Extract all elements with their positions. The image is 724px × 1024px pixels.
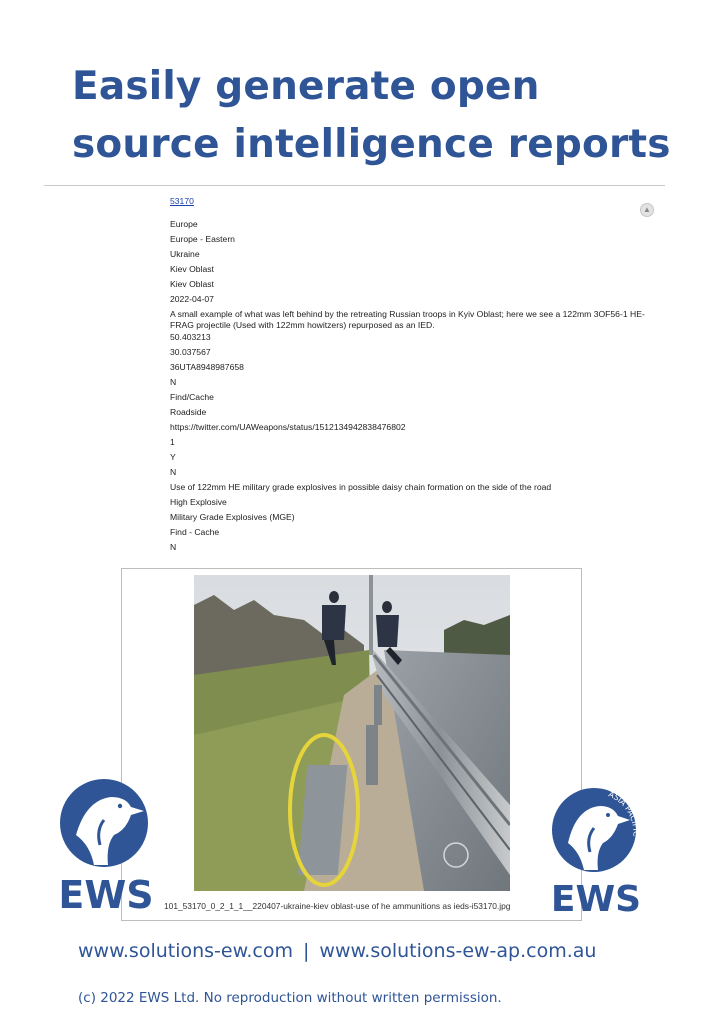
- photo-caption: 101_53170_0_2_1_1__220407-ukraine-kiev oblast-use of he ammunitions as ieds-i53170.jpg: [164, 901, 511, 911]
- report-field-value: Ukraine: [170, 249, 200, 259]
- ews-logo-left: [56, 775, 156, 915]
- report-field-value: Find - Cache: [170, 527, 220, 537]
- evidence-photo-frame: [121, 568, 582, 921]
- report-field-value: Use of 122mm HE military grade explosives in possible daisy chain formation on the side of the road: [170, 482, 552, 492]
- report-field-value: https://twitter.com/UAWeapons/status/1512134942838476802: [170, 422, 406, 432]
- ews-logo-right-text: EWS: [550, 879, 642, 918]
- report-field-value: N: [170, 542, 177, 552]
- report-field-value: Y: [170, 452, 176, 462]
- report-field-value: Find/Cache: [170, 392, 214, 402]
- report-field-value: 2022-04-07: [170, 294, 214, 304]
- report-field-value: Roadside: [170, 407, 207, 417]
- ews-logo-left-text: EWS: [58, 873, 154, 915]
- report-field-value: Europe - Eastern: [170, 234, 235, 244]
- report-field-value: 30.037567: [170, 347, 211, 357]
- report-field-value: A small example of what was left behind by the retreating Russian troops in Kyiv Oblast; here we see a 122mm 3OF56-1 HE-FRAG projectile (Used with 122mm howitzers) repurposed as an IED.: [170, 309, 645, 330]
- report-field-value: High Explosive: [170, 497, 227, 507]
- footer-links: [78, 940, 596, 962]
- report-field-value: N: [170, 467, 177, 477]
- copyright-notice: (c) 2022 EWS Ltd. No reproduction without written permission.: [78, 990, 502, 1006]
- footer-separator: |: [303, 940, 310, 962]
- report-field-value: 1: [170, 437, 175, 447]
- evidence-photo[interactable]: [194, 575, 510, 891]
- report-field-value: 36UTA8948987658: [170, 362, 244, 372]
- osint-report: [44, 185, 665, 552]
- report-field-value: 50.403213: [170, 332, 211, 342]
- page-headline: Easily generate open source intelligence reports: [72, 64, 671, 167]
- report-field-value: Europe: [170, 219, 198, 229]
- ews-ap-logo-right: [548, 788, 648, 918]
- report-field-value: Kiev Oblast: [170, 279, 214, 289]
- report-field-value: Military Grade Explosives (MGE): [170, 512, 295, 522]
- footer-link-solutions-ew-ap[interactable]: www.solutions-ew-ap.com.au: [319, 940, 597, 962]
- collapse-icon[interactable]: ▲: [640, 203, 654, 217]
- report-field-value: N: [170, 377, 177, 387]
- footer-link-solutions-ew[interactable]: www.solutions-ew.com: [78, 940, 294, 962]
- ews-ap-arc-text: ASIA PACIFIC: [607, 789, 641, 837]
- report-field-value: Kiev Oblast: [170, 264, 214, 274]
- report-id-link[interactable]: 53170: [170, 196, 194, 206]
